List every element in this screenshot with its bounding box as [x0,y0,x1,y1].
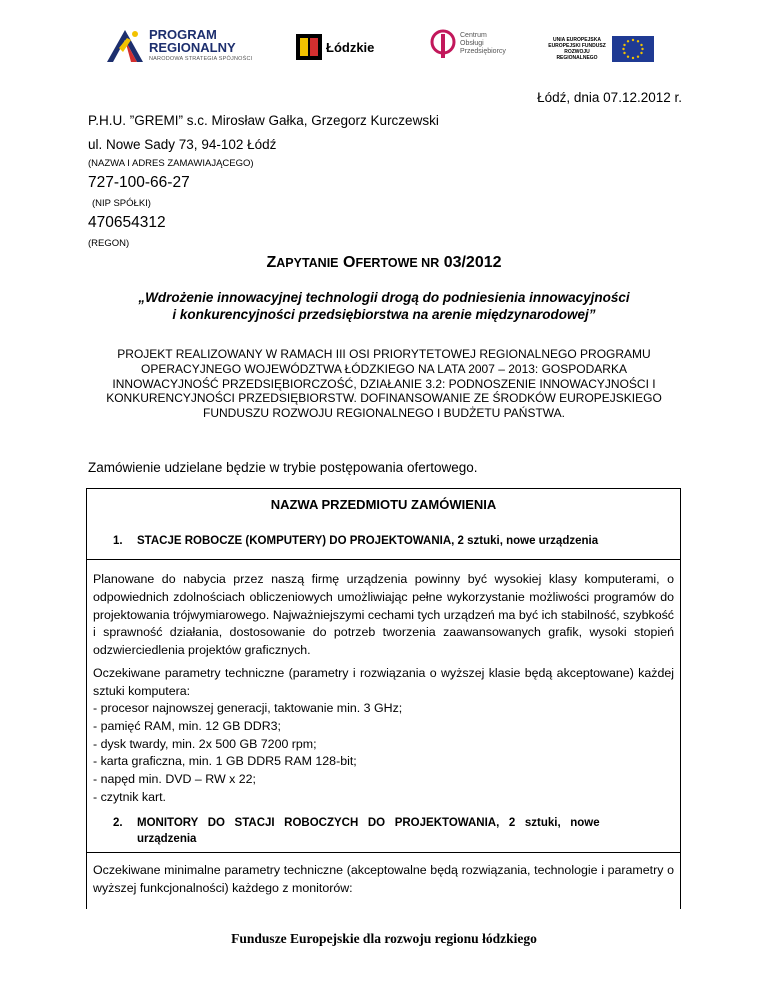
title-fertowe: FERTOWE NR [355,256,440,270]
project-info-line: OPERACYJNEGO WOJEWÓDZTWA ŁÓDZKIEGO NA LATA 2007 – 2013: GOSPODARKA [141,361,627,376]
item1-title: STACJE ROBOCZE (KOMPUTERY) DO PROJEKTOWANIA, 2 sztuki, nowe urządzenia [137,535,599,547]
program-line2: REGIONALNY [149,40,236,55]
company-address: ul. Nowe Sady 73, 94-102 Łódź [88,137,277,152]
program-regionalny-icon [105,26,145,64]
cop-icon [430,28,456,60]
computer-params-list [93,700,402,807]
cop-line2: Obsługi [460,40,484,47]
program-line1: PROGRAM [149,27,217,42]
eu-flag-icon [612,36,654,62]
paragraph-computers-purpose: Planowane do nabycia przez naszą firmę urządzenia powinny być wysokiej klasy komputerami, o odpowiednich zdolnościach obliczeniowych umożliwiając pełne wykorzystanie możliwości programów do projektowania trójwymiarowego. Najważniejszymi cechami tych urządzeń ma być ich stabilność, szybkość i sprawność działania, dostosowanie do potrzeb tworzenia zaawansowanych grafik, wysoki stopień odzwierciedlenia projektów graficznych. [93,572,674,658]
project-info [0,347,768,421]
cop-line1: Centrum [460,32,487,39]
list-item: - pamięć RAM, min. 12 GB DDR3; [93,718,281,733]
address-caption: (NAZWA I ADRES ZAMAWIAJĄCEGO) [88,158,254,169]
item2-number: 2. [113,817,123,829]
title-z: Z [266,254,277,271]
project-info-line: KONKURENCYJNOŚCI PRZEDSIĘBIORSTW. DOFINANSOWANIE ZE ŚRODKÓW EUROPEJSKIEGO [106,391,662,406]
item2-title-line2: urządzenia [137,833,197,845]
list-item: - procesor najnowszej generacji, taktowanie min. 3 GHz; [93,701,403,715]
project-info-line: INNOWACYJNOŚĆ PRZEDSIĘBIORCZOŚĆ, DZIAŁANIE 3.2: PODNOSZENIE INNOWACYJNOŚCI I [112,376,656,391]
list-item: - napęd min. DVD – RW x 22; [93,772,256,787]
ue-line1: UNIA EUROPEJSKA [553,37,601,43]
footer-text: Fundusze Europejskie dla rozwoju regionu łódzkiego [231,931,537,946]
cop-logo [430,28,506,60]
regon-caption: (REGON) [88,238,130,249]
document-title [0,254,768,272]
box-heading: NAZWA PRZEDMIOTU ZAMÓWIENIA [270,497,497,512]
subtitle-line1: „Wdrożenie innowacyjnej technologii drogą do podniesienia innowacyjności [138,290,630,305]
order-subject-box [86,488,681,909]
program-sub: NARODOWA STRATEGIA SPÓJNOŚCI [149,56,253,62]
eu-logo [546,36,654,62]
item2-divider [87,852,680,853]
program-regionalny-logo [105,26,252,64]
item2-title-line1: MONITORY DO STACJI ROBOCZYCH DO PROJEKTOWANIA, 2 sztuki, nowe [137,817,600,829]
nip-value: 727-100-66-27 [88,174,190,191]
ue-line2: EUROPEJSKI FUNDUSZ [548,43,606,49]
paragraph-expected-parameters: Oczekiwane parametry techniczne (parametry i rozwiązania o wyższej klasie będą akceptowane) każdej sztuki komputera: [93,666,674,698]
nip-caption: (NIP SPÓŁKI) [92,198,151,209]
regon-value: 470654312 [88,214,166,231]
title-number: 03/2012 [443,254,502,271]
project-info-line: PROJEKT REALIZOWANY W RAMACH III OSI PRIORYTETOWEJ REGIONALNEGO PROGRAMU [117,347,651,361]
item1-number: 1. [113,535,123,547]
project-subtitle [0,289,768,323]
logo-bar [0,18,768,78]
title-o: O [342,254,356,271]
mode-statement: Zamówienie udzielane będzie w trybie postępowania ofertowego. [88,460,478,475]
list-item: - karta graficzna, min. 1 GB DDR5 RAM 128-bit; [93,754,357,769]
lodzkie-logo [296,34,374,60]
paragraph-monitor-parameters: Oczekiwane minimalne parametry techniczne (akceptowalne będą rozwiązania, technologie i parametry o wyższej funkcjonalności) każdego z monitorów: [93,863,674,895]
cop-line3: Przedsiębiorcy [460,48,506,55]
subtitle-line2: i konkurencyjności przedsiębiorstwa na arenie międzynarodowej” [172,307,596,322]
item1-divider [87,559,680,560]
title-apytanie: APYTANIE [276,256,339,270]
ue-line3: ROZWOJU REGIONALNEGO [556,49,598,61]
project-info-line: FUNDUSZU ROZWOJU REGIONALNEGO I BUDŻETU PAŃSTWA. [202,406,565,421]
company-name: P.H.U. ”GREMI” s.c. Mirosław Gałka, Grzegorz Kurczewski [88,113,439,128]
lodzkie-label: Łódzkie [326,39,375,55]
lodzkie-icon [296,34,322,60]
document-date: Łódź, dnia 07.12.2012 r. [537,90,682,105]
list-item: - czytnik kart. [93,789,166,804]
list-item: - dysk twardy, min. 2x 500 GB 7200 rpm; [93,736,317,751]
